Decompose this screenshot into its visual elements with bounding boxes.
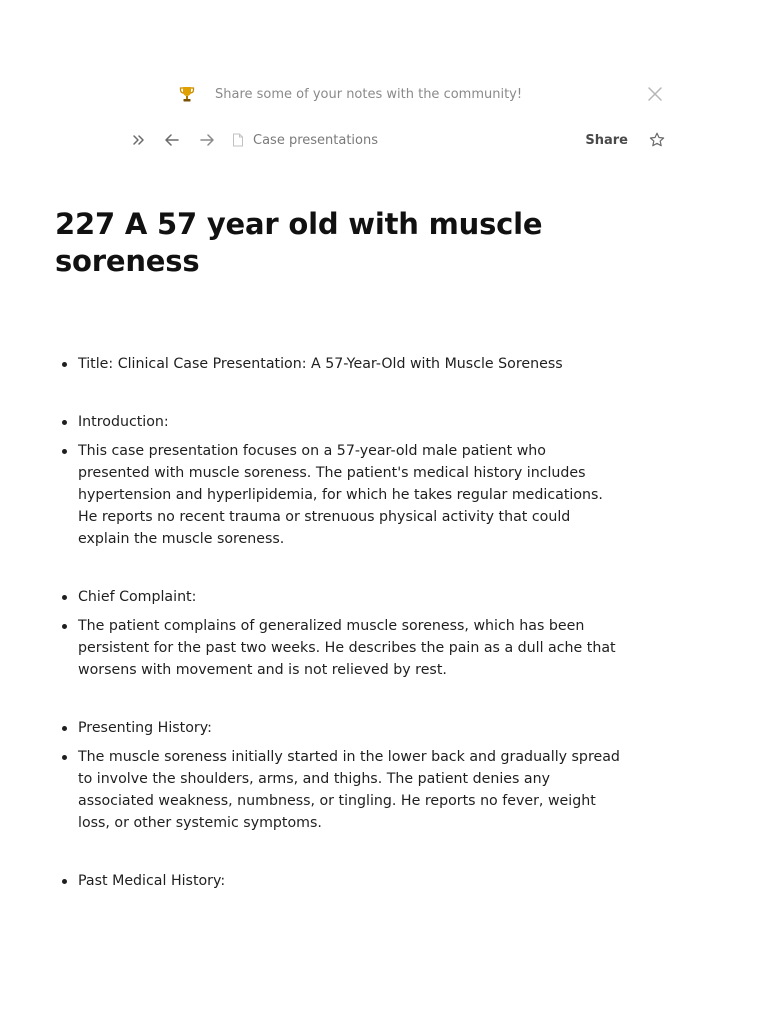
list-item: Introduction: [60,411,620,433]
top-toolbar [130,126,666,154]
list-item: The muscle soreness initially started in the lower back and gradually spread to involve the shoulders, arms, and thighs. The patient denies any associated weakness, numbness, or tingling. He reports no fever, weight loss, or other systemic symptoms. [60,746,620,834]
list-item: Presenting History: [60,717,620,739]
list-item: Title: Clinical Case Presentation: A 57-Year-Old with Muscle Soreness [60,353,620,375]
arrow-left-icon[interactable] [163,131,181,149]
trophy-icon [178,85,196,103]
close-icon[interactable] [646,85,664,103]
list-item: The patient complains of generalized muscle soreness, which has been persistent for the past two weeks. He describes the pain as a dull ache that worsens with movement and is not relieved by rest. [60,615,620,681]
list-item: This case presentation focuses on a 57-year-old male patient who presented with muscle soreness. The patient's medical history includes hypertension and hyperlipidemia, for which he takes regular medications. He reports no recent trauma or strenuous physical activity that could explain the muscle soreness. [60,440,620,550]
star-icon[interactable] [648,131,666,149]
list-item: Chief Complaint: [60,586,620,608]
breadcrumb[interactable]: Case presentations [253,132,379,148]
arrow-right-icon[interactable] [198,131,216,149]
share-button[interactable]: Share [585,132,628,148]
expand-sidebar-icon[interactable] [130,131,148,149]
community-banner [178,80,666,108]
page-title: 227 A 57 year old with muscle soreness [55,207,543,278]
note-body [60,353,620,892]
banner-text: Share some of your notes with the community! [215,86,523,102]
document-icon [232,133,244,147]
list-item: Past Medical History: [60,870,620,892]
